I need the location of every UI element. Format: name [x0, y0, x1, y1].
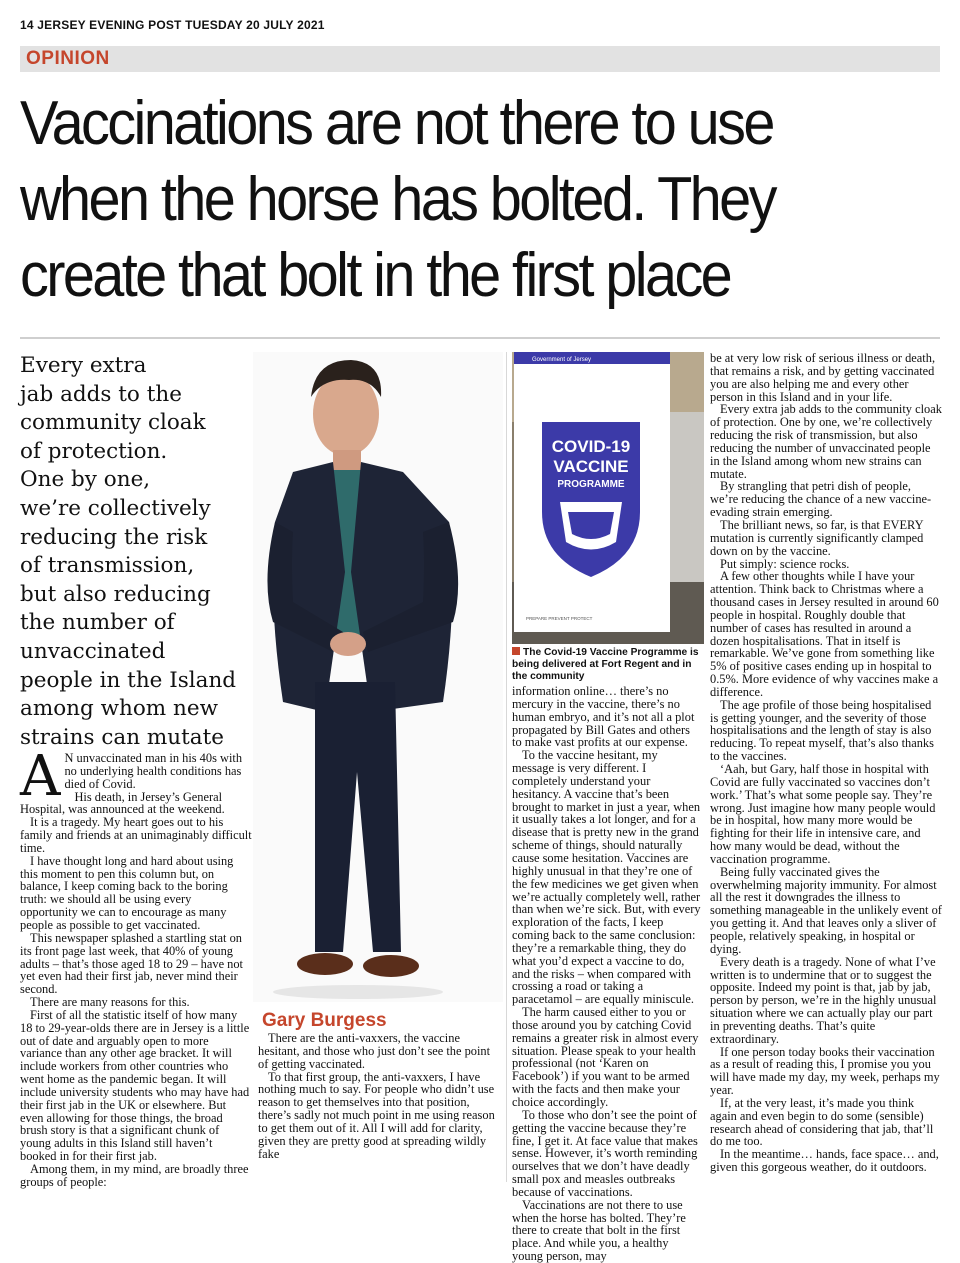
- article-paragraph: be at very low risk of serious illness or death, that remains a risk, and by getting vaccinated you are also helping me and every other person in this Island and in your life.: [710, 351, 936, 404]
- pull-quote: [20, 352, 250, 752]
- article-paragraph: There are the anti-vaxxers, the vaccine hesitant, and those who just don’t see the point of getting vaccinated.: [258, 1031, 491, 1071]
- drop-cap: A: [20, 744, 61, 809]
- article-paragraph: In the meantime… hands, face space… and, given this gorgeous weather, do it outdoors.: [710, 1147, 939, 1175]
- byline: Gary Burgess: [262, 1010, 387, 1031]
- pull-quote-line: the number of: [20, 610, 175, 636]
- sign-line-3: PROGRAMME: [557, 479, 625, 490]
- article-paragraph: To those who don’t see the point of getting the vaccine because they’re fine, I get it. At face value that makes sense. However, it’s worth reminding ourselves that we don’t have deadly small pox and measles outbreaks because of vaccinations.: [512, 1107, 698, 1199]
- column-divider: [506, 352, 507, 1182]
- issue-date: TUESDAY 20 JULY 2021: [185, 18, 325, 32]
- columnist-photo: [253, 352, 503, 1002]
- headline-divider: [20, 337, 940, 339]
- sign-line-2: VACCINE: [553, 457, 629, 476]
- vaccine-programme-photo: [512, 352, 704, 644]
- article-paragraph: If, at the very least, it’s made you think again and even begin to do some (sensible) research ahead of considering that jab, that’ll do me too.: [710, 1095, 934, 1149]
- pull-quote-line: reducing the risk: [20, 524, 208, 550]
- publication-name: JERSEY EVENING POST: [37, 18, 182, 32]
- article-paragraph: N unvaccinated man in his 40s with no underlying health conditions has died of Covid.: [64, 751, 243, 791]
- headline-line: when the horse has bolted. They: [20, 165, 775, 234]
- pull-quote-line: among whom new: [20, 696, 218, 722]
- vaccine-sign-illustration: [512, 352, 704, 644]
- headline: [20, 86, 880, 314]
- sign-line-1: COVID-19: [551, 437, 631, 456]
- article-paragraph: ‘Aah, but Gary, half those in hospital with Covid are fully vaccinated so vaccines don’t work.’ That’s what some people say. They’re wrong. Just imagine how many people would be in hospital, how many more would be fighting for their life in intensive care, and how many would be dead, without the vaccination programme.: [710, 762, 936, 866]
- article-paragraph: Every extra jab adds to the community cloak of protection. One by one, we’re collectively reducing the risk of transmission, but also reducing the number of unvaccinated people in the Island among whom new strains can mutate.: [710, 402, 942, 481]
- article-paragraph: To that first group, the anti-vaxxers, I have nothing much to say. For people who didn’t use reason to get themselves into that position, there’s sadly not much point in me using reason to get them out of it. All I will add for clarity, given they are pretty good at spreading wildly fake: [258, 1069, 495, 1161]
- article-column-4: [710, 352, 942, 1174]
- article-paragraph: This newspaper splashed a startling stat on its front page last week, that 40% of young adults – that’s those aged 18 to 29 – have not yet even had their first jab, never mind their second.: [20, 930, 243, 997]
- article-paragraph: Among them, in my mind, are broadly three groups of people:: [20, 1162, 249, 1189]
- article-paragraph: Every death is a tragedy. None of what I’ve written is to undermine that or to suggest the opposite. Indeed my point is that, jab by jab, person by person, we’re in the highly unusual situation where we can actually play our part in preventing deaths. That’s quite extraordinary.: [710, 954, 937, 1046]
- article-paragraph: By strangling that petri dish of people, we’re reducing the chance of a new vaccine-evading strain emerging.: [710, 479, 932, 520]
- section-label: OPINION: [26, 48, 110, 69]
- article-paragraph: Being fully vaccinated gives the overwhelming majority immunity. For almost all the rest it downgrades the illness to something manageable in the unlikely event of you getting it. And that leaves only a sliver of people, relatively speaking, in hospital or dying.: [710, 864, 942, 956]
- article-paragraph: Vaccinations are not there to use when the horse has bolted. They’re there to create that bolt in the first place. And while you, a healthy young person, may: [512, 1197, 686, 1263]
- article-paragraph: The age profile of those being hospitalised is getting younger, and the severity of those hospitalisations and the length of stay is also reducing. To repeat myself, that’s also thanks to the vaccines.: [710, 697, 934, 764]
- pull-quote-line: One by one,: [20, 467, 151, 493]
- article-paragraph: A few other thoughts while I have your attention. Think back to Christmas where a thousand cases in Jersey resulted in around 60 people in hospital. Roughly double that number of cases has resulted in around a dozen hospitalisations. That in itself is remarkable. We’ve gone from something like 5% of positive cases ending up in hospital to 0.5%. More evidence of why vaccines make a difference.: [710, 569, 939, 699]
- article-paragraph: It is a tragedy. My heart goes out to his family and friends at an unimaginably difficult time.: [20, 815, 252, 855]
- photo-caption: [512, 647, 704, 682]
- pull-quote-line: community cloak: [20, 410, 206, 436]
- article-paragraph: information online… there’s no mercury in the vaccine, there’s no human embryo, and it’s not all a plot propagated by Bill Gates and others to make vast profits at our expense.: [512, 684, 695, 750]
- article-paragraph: The harm caused either to you or those around you by catching Covid remains a greater risk in almost every situation. Please speak to your health professional (not ‘Karen on Facebook’) if you want to be armed with the facts and then make your choice accordingly.: [512, 1005, 699, 1109]
- pull-quote-line: unvaccinated: [20, 638, 166, 664]
- article-paragraph: Put simply: science rocks.: [720, 556, 850, 571]
- pull-quote-line: Every extra: [20, 353, 147, 378]
- sign-top-text: Government of Jersey: [532, 357, 592, 363]
- section-bar: [20, 46, 940, 72]
- pull-quote-line: people in the Island: [20, 667, 237, 693]
- page-folio: [20, 18, 325, 32]
- article-column-3: [512, 685, 702, 1263]
- pull-quote-line: jab adds to the: [20, 381, 182, 407]
- pull-quote-line: of transmission,: [20, 553, 195, 579]
- pull-quote-line: but also reducing: [20, 581, 211, 607]
- pull-quote-line: we’re collectively: [20, 495, 211, 521]
- headline-line: Vaccinations are not there to use: [20, 89, 773, 158]
- article-paragraph: To the vaccine hesitant, my message is very different. I completely understand your hesitancy. A vaccine that’s been brought to market in just a year, when it usually takes a lot longer, and for a disease that is pretty new in the grand scheme of things, should naturally cause some hesitation. Vaccines are highly unusual in that they’re one of the few medicines we get given when we’re actually completely well, rather than when we’re sick. But, with every exploration of the facts, I keep coming back to the same conclusion: they’re a remarkable thing, they do what you’d expect a vaccine to do, and the risks – when compared with crossing a road or taking a paracetamol – are equally miniscule.: [512, 748, 701, 1007]
- sign-footer: PREPARE PREVENT PROTECT: [526, 616, 593, 621]
- article-paragraph: First of all the statistic itself of how many 18 to 29-year-olds there are in Jersey is a little out of date and arguably open to more variance than any other age bracket. It will include workers from other countries who went home as the pandemic began. It will include university students who may have had their first jab in the UK or elsewhere. But even allowing for those things, the broad brush story is that a significant chunk of young adults in this Island still haven’t booked in for their first jab.: [20, 1007, 250, 1164]
- article-paragraph: I have thought long and hard about using this moment to pen this column but, on balance, I keep coming back to the boring truth: we should all be using every opportunity we can to encourage as many people as possible to get vaccinated.: [20, 853, 234, 932]
- headline-line: create that bolt in the first place: [20, 241, 731, 310]
- article-column-2: [258, 1032, 498, 1160]
- article-paragraph: There are many reasons for this.: [30, 995, 190, 1010]
- columnist-figure-illustration: [253, 352, 503, 1002]
- caption-marker: [512, 647, 520, 655]
- caption-text: The Covid-19 Vaccine Programme is being delivered at Fort Regent and in the community: [512, 647, 699, 682]
- article-column-1: [20, 744, 252, 1189]
- article-paragraph: The brilliant news, so far, is that EVERY mutation is currently significantly clamped down on by the vaccine.: [710, 517, 924, 558]
- pull-quote-line: of protection.: [20, 438, 168, 464]
- article-paragraph: His death, in Jersey’s General Hospital, was announced at the weekend.: [20, 789, 225, 817]
- page-number: 14: [20, 18, 34, 32]
- article-paragraph: If one person today books their vaccination as a result of reading this, I promise you you will have made my day, my week, perhaps my year.: [710, 1044, 940, 1098]
- pull-quote-line: strains can mutate: [20, 724, 224, 750]
